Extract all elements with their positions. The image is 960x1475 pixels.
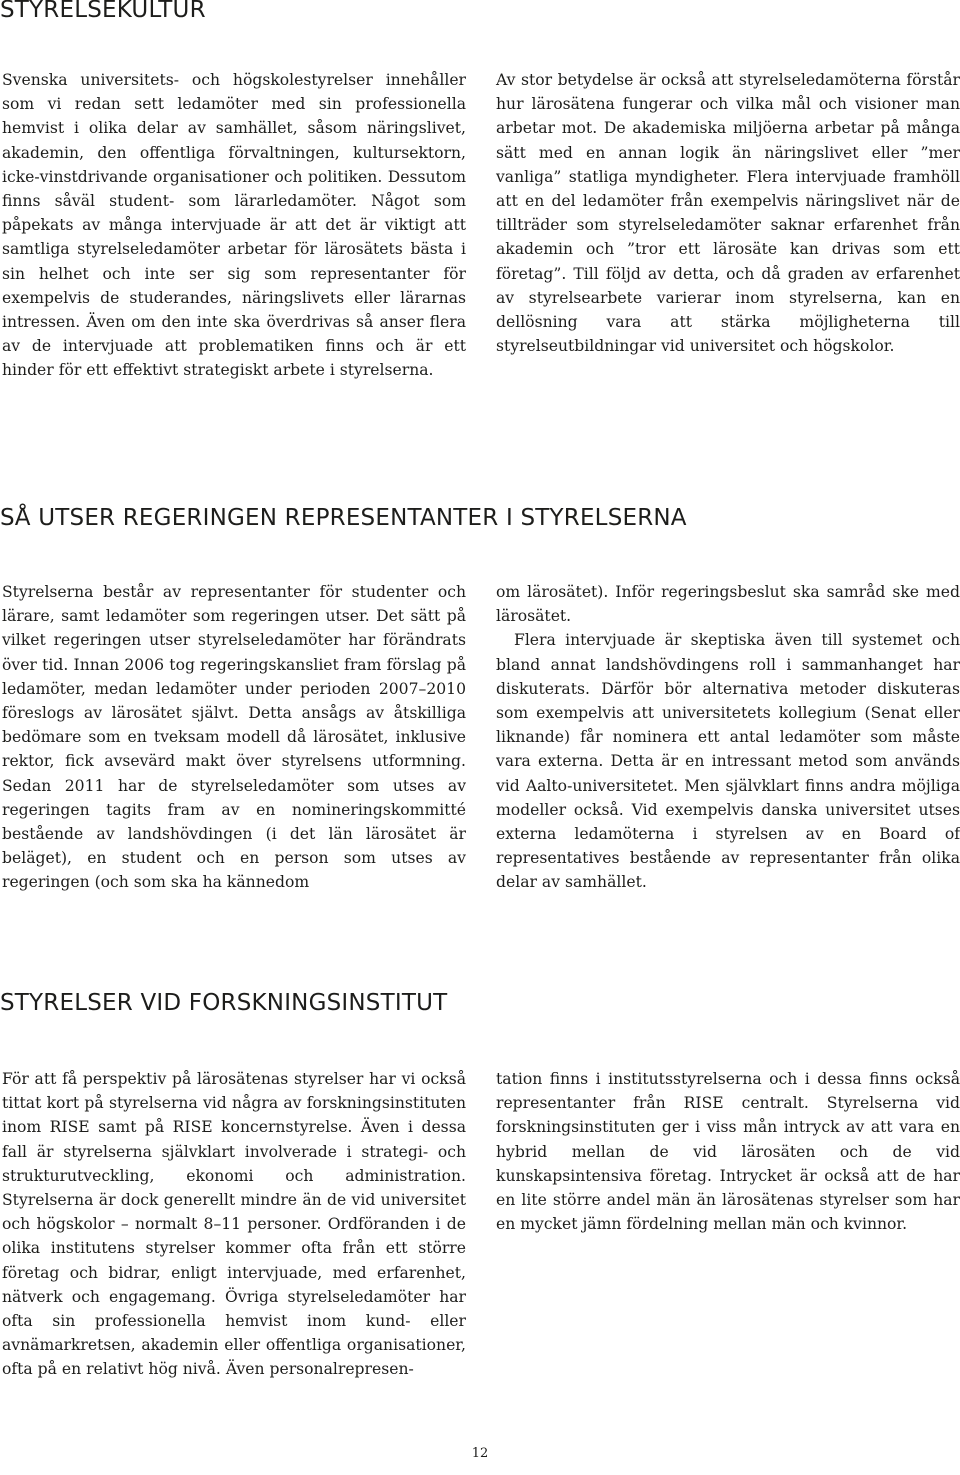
body-column-right bbox=[496, 580, 960, 895]
body-column-right bbox=[496, 1067, 960, 1236]
paragraph: För att få perspektiv på lärosätenas styrelser har vi också tittat kort på styrelserna vid några av forskningsinstituten inom RISE samt på RISE koncernstyrelse. Även i dessa fall är styrelserna självklart involverade i strategi- och strukturutveckling, ekonomi och administration. Styrelserna är dock generellt mindre än de vid universitet och högskolor – normalt 8–11 personer. Ordföranden i de olika institutens styrelser kommer ofta från ett större företag och bidrar, enligt intervjuade, med erfarenhet, nätverk och engagemang. Övriga styrelseledamöter har ofta sin professionella hemvist inom kund- eller avnämarkretsen, akademin eller offentliga organisationer, ofta på en relativt hög nivå. Även personalrepresen- bbox=[2, 1070, 466, 1379]
section-heading-styrelsekultur: STYRELSEKULTUR bbox=[0, 0, 206, 23]
paragraph: Flera intervjuade är skeptiska även till systemet och bland annat landshövdingens roll i sammanhanget har diskuterats. Därför bör alternativa metoder diskuteras som exempelvis att universitetets kollegium (Senat eller liknande) får nominera ett antal ledamöter som måste vara externa. Detta är en intressant metod som används vid Aalto-universitetet. Men självklart finns andra möjliga modeller också. Vid exempelvis danska universitet utses externa ledamöterna i styrelsen av en Board of representatives bestående av representanter från olika delar av samhället. bbox=[496, 631, 960, 892]
paragraph: tation finns i institutsstyrelserna och i dessa finns också representanter från RISE centralt. Styrelserna vid forskningsinstituten ger i viss mån intryck av att vara en hybrid mellan de vid lärosäten och de vid kunskapsintensiva företag. Intrycket är också att de har en lite större andel män än lärosätenas styrelser som har en mycket jämn fördelning mellan män och kvinnor. bbox=[496, 1070, 960, 1234]
paragraph: Av stor betydelse är också att styrelseledamöterna förstår hur lärosätena fungerar och vilka mål och visioner man arbetar mot. De akademiska miljöerna arbetar på många sätt med en annan logik än näringslivet eller ”mer vanliga” statliga myndigheter. Flera intervjuade framhöll att en del ledamöter från exempelvis näringslivet när de tillträder som styrelseledamöter saknar erfarenhet från akademin och ”tror ett lärosäte kan drivas som ett företag”. Till följd av detta, och då graden av erfarenhet av styrelsearbete varierar inom styrelserna, kan en dellösning vara att stärka möjligheterna till styrelseutbildningar vid universitet och högskolor. bbox=[496, 71, 960, 356]
paragraph: Svenska universitets- och högskolestyrelser innehåller som vi redan sett ledamöter med sin professionella hemvist i olika delar av samhället, såsom näringslivet, akademin, den offentliga förvaltningen, kultursektorn, icke-vinstdrivande organisationer och politiken. Dessutom finns såväl student- som lärarledamöter. Något som påpekats av många intervjuade är att det är viktigt att samtliga styrelseledamöter arbetar för lärosätets bästa i sin helhet och inte ser sig som representanter för exempelvis de studerandes, näringslivets eller lärarnas intressen. Även om den inte ska överdrivas så anser flera av de intervjuade att problematiken finns och är ett hinder för ett effektivt strategiskt arbete i styrelserna. bbox=[2, 71, 466, 380]
section-heading-forskningsinstitut: STYRELSER VID FORSKNINGSINSTITUT bbox=[0, 990, 448, 1016]
paragraph: om lärosätet). Inför regeringsbeslut ska samråd ske med lärosätet. bbox=[496, 583, 960, 626]
page-number: 12 bbox=[471, 1446, 489, 1461]
body-column-left bbox=[2, 580, 466, 895]
body-column-left bbox=[2, 1067, 466, 1382]
body-column-right bbox=[496, 68, 960, 358]
section-heading-regeringen: SÅ UTSER REGERINGEN REPRESENTANTER I STYRELSERNA bbox=[0, 505, 687, 531]
paragraph: Styrelserna består av representanter för studenter och lärare, samt ledamöter som regeringen utser. Det sätt på vilket regeringen utser styrelseledamöter har förändrats över tid. Innan 2006 tog regeringskansliet fram förslag på ledamöter, medan ledamöter under perioden 2007–2010 föreslogs av lärosätet självt. Detta ansågs av åtskilliga bedömare som en tveksam modell då lärosätet, inklusive rektor, fick avsevärd makt över styrelsens utformning. Sedan 2011 har de styrelseledamöter som utses av regeringen tagits fram av en nomineringskommitté bestående av landshövdingen (i det län lärosätet är beläget), en student och en person som utses av regeringen (och som ska ha kännedom bbox=[2, 583, 466, 892]
body-column-left bbox=[2, 68, 466, 383]
